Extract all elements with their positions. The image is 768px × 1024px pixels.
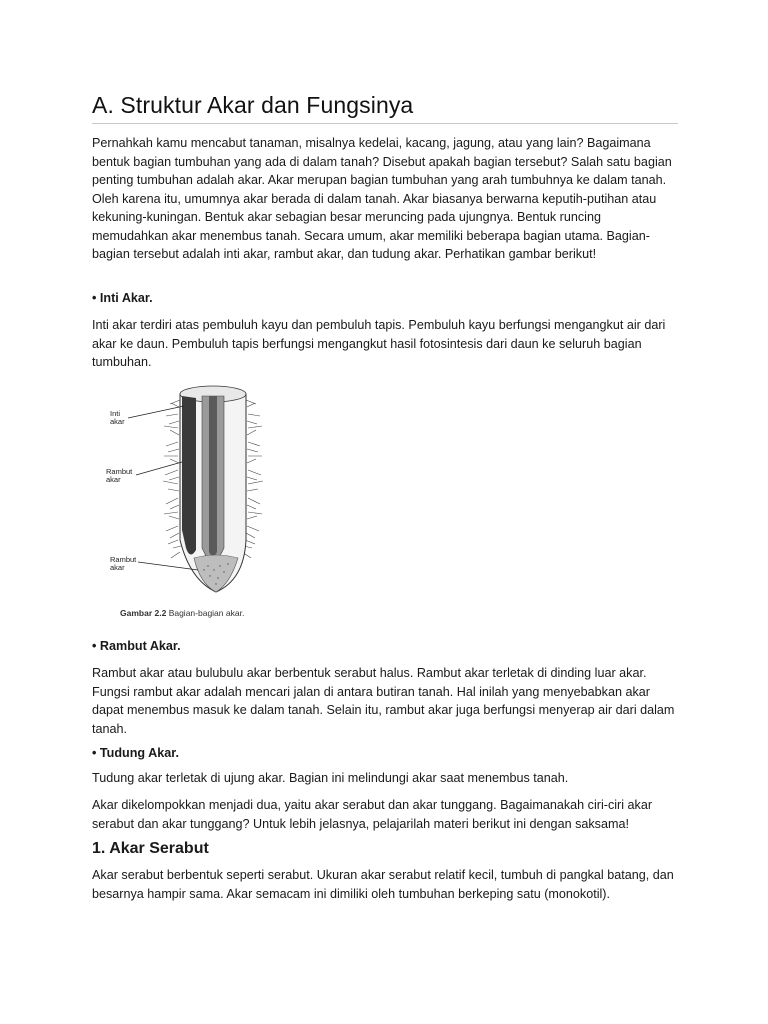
serabut-paragraph: Akar serabut berbentuk seperti serabut. Ukuran akar serabut relatif kecil, tumbuh di pangkal batang, dan besarnya hampir sama. Akar semacam ini dimiliki oleh tumbuhan berkeping satu (monokotil). bbox=[92, 868, 674, 901]
root-diagram-figure bbox=[98, 380, 288, 626]
label-inti-akar: Inti akar bbox=[110, 409, 125, 426]
label-rambut-akar-lower: Rambut akar bbox=[110, 555, 137, 572]
tudung-heading: • Tudung Akar. bbox=[92, 746, 179, 760]
title-divider bbox=[92, 123, 678, 124]
figure-caption: Gambar 2.2 Bagian-bagian akar. bbox=[120, 608, 245, 618]
serabut-heading: 1. Akar Serabut bbox=[92, 840, 209, 857]
grouping-paragraph: Akar dikelompokkan menjadi dua, yaitu akar serabut dan akar tunggang. Bagaimanakah ciri-ciri akar serabut dan akar tunggang? Untuk lebih jelasnya, pelajarilah materi berikut ini dengan saksama! bbox=[92, 798, 653, 831]
inti-paragraph: Inti akar terdiri atas pembuluh kayu dan pembuluh tapis. Pembuluh kayu berfungsi mengangkut air dari akar ke daun. Pembuluh tapis berfungsi mengangkut hasil fotosintesis dari daun ke seluruh bagian tumbuhan. bbox=[92, 318, 666, 369]
label-rambut-akar: Rambut akar bbox=[106, 467, 133, 484]
rambut-heading: • Rambut Akar. bbox=[92, 639, 181, 653]
intro-paragraph: Pernahkah kamu mencabut tanaman, misalnya kedelai, kacang, jagung, atau yang lain? Bagaimana bentuk bagian tumbuhan yang ada di dalam tanah? Disebut apakah bagian tersebut? Salah satu bagian penting tumbuhan adalah akar. Akar merupan bagian tumbuhan yang arah tumbuhnya ke dalam tanah. Oleh karena itu, umumnya akar berada di dalam tanah. Akar biasanya berwarna keputih-putihan atau kekuning-kuningan. Bentuk akar sebagian besar meruncing pada ujungnya. Bentuk runcing memudahkan akar menembus tanah. Secara umum, akar memiliki beberapa bagian utama. Bagian-bagian tersebut adalah inti akar, rambut akar, dan tudung akar. Perhatikan gambar berikut! bbox=[92, 136, 672, 261]
root-diagram-image bbox=[98, 380, 288, 606]
inti-heading: • Inti Akar. bbox=[92, 291, 153, 305]
rambut-paragraph: Rambut akar atau bulubulu akar berbentuk serabut halus. Rambut akar terletak di dinding luar akar. Fungsi rambut akar adalah mencari jalan di antara butiran tanah. Hal inilah yang menyebabkan akar dapat menembus masuk ke dalam tanah. Selain itu, rambut akar juga berfungsi menyerap air dari dalam tanah. bbox=[92, 666, 675, 736]
page-title: A. Struktur Akar dan Fungsinya bbox=[92, 92, 414, 118]
tudung-paragraph: Tudung akar terletak di ujung akar. Bagian ini melindungi akar saat menembus tanah. bbox=[92, 771, 569, 785]
